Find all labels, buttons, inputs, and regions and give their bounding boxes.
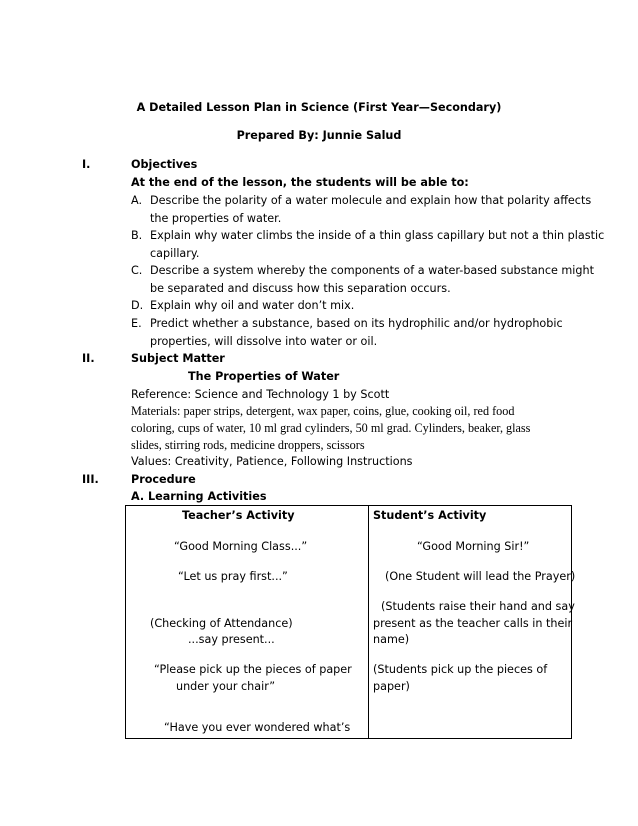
teacher-paper-instruction: “Please pick up the pieces of paper (154, 663, 352, 676)
topic-title: The Properties of Water (188, 370, 340, 383)
prepared-by: Prepared By: Junnie Salud (236, 129, 402, 142)
student-activity-header: Student’s Activity (373, 509, 487, 522)
materials-line: Materials: paper strips, detergent, wax paper, coins, glue, cooking oil, red food (131, 404, 515, 418)
objective-letter: C. (131, 264, 143, 277)
student-activity-column (369, 506, 576, 739)
teacher-question: “Have you ever wondered what’s (164, 721, 351, 734)
teacher-greeting: “Good Morning Class...” (174, 540, 308, 553)
objective-letter: A. (131, 194, 143, 207)
objective-letter: D. (131, 299, 144, 312)
materials-line: slides, stirring rods, medicine droppers, scissors (131, 438, 365, 452)
learning-activities-table (125, 505, 576, 739)
objective-text-cont: capillary. (150, 247, 200, 260)
teacher-activity-column (126, 506, 369, 739)
teacher-prayer: “Let us pray first...” (178, 570, 288, 583)
materials-line: coloring, cups of water, 10 ml grad cylinders, 50 ml grad. Cylinders, beaker, glass (131, 421, 531, 435)
teacher-attendance: (Checking of Attendance) (150, 617, 293, 630)
objective-text-cont: properties, will dissolve into water or oil. (150, 335, 378, 348)
student-prayer: (One Student will lead the Prayer) (385, 570, 576, 583)
objectives-intro: At the end of the lesson, the students will be able to: (131, 176, 469, 189)
student-attendance-cont: present as the teacher calls in their (373, 617, 573, 630)
values-line: Values: Creativity, Patience, Following Instructions (131, 455, 413, 468)
teacher-activity-header: Teacher’s Activity (182, 509, 295, 522)
objective-text: Predict whether a substance, based on its hydrophilic and/or hydrophobic (150, 317, 563, 330)
objective-text: Describe a system whereby the components of a water-based substance might (150, 264, 594, 277)
section-heading-objectives: Objectives (131, 158, 198, 171)
student-paper-response: (Students pick up the pieces of (373, 663, 548, 676)
student-attendance: (Students raise their hand and say (381, 600, 575, 613)
student-attendance-cont: name) (373, 633, 410, 646)
teacher-attendance-cont: ...say present... (188, 633, 275, 646)
student-paper-response-cont: paper) (373, 680, 410, 693)
section-heading-subject-matter: Subject Matter (131, 352, 225, 365)
learning-activities-heading: A. Learning Activities (131, 490, 267, 503)
section-numeral-objectives: I. (82, 158, 91, 171)
reference-line: Reference: Science and Technology 1 by Scott (131, 388, 390, 401)
section-heading-procedure: Procedure (131, 473, 196, 486)
objective-letter: E. (131, 317, 142, 330)
document-title: A Detailed Lesson Plan in Science (First Year—Secondary) (136, 101, 502, 114)
objective-text: Explain why oil and water don’t mix. (150, 299, 355, 312)
teacher-paper-instruction-cont: under your chair” (176, 680, 276, 693)
objective-text-cont: be separated and discuss how this separation occurs. (150, 282, 451, 295)
objective-letter: B. (131, 229, 143, 242)
section-numeral-procedure: III. (82, 473, 99, 486)
objective-text-cont: the properties of water. (150, 212, 282, 225)
objective-text: Explain why water climbs the inside of a thin glass capillary but not a thin plastic (150, 229, 605, 242)
objective-text: Describe the polarity of a water molecule and explain how that polarity affects (150, 194, 592, 207)
student-greeting: “Good Morning Sir!” (417, 540, 530, 553)
section-numeral-subject-matter: II. (82, 352, 95, 365)
